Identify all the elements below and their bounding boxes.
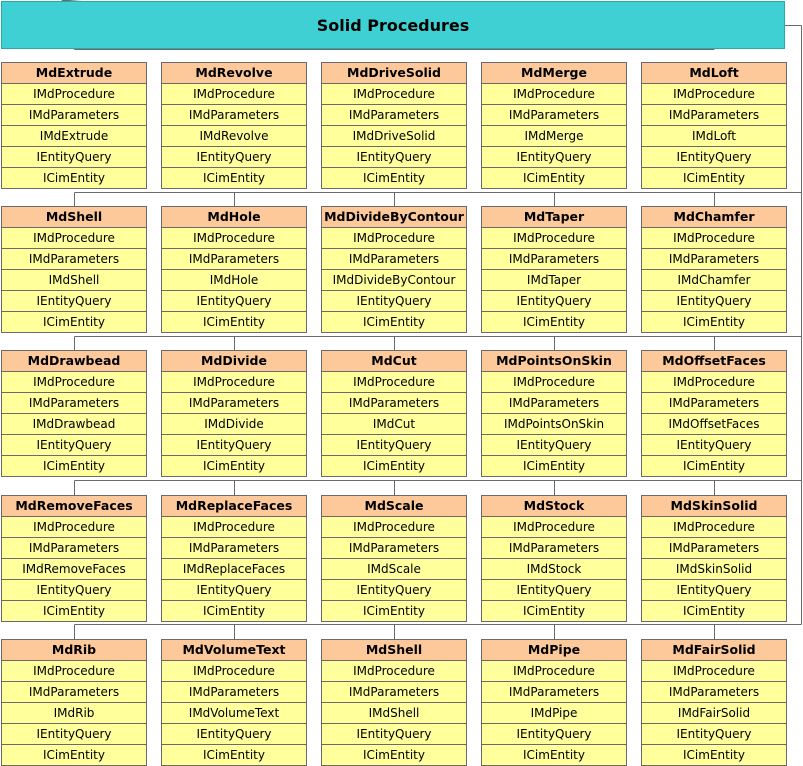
procedure-box xyxy=(481,495,627,622)
interface-row: IEntityQuery xyxy=(2,580,146,601)
procedure-box xyxy=(161,62,307,189)
interface-row: IMdParameters xyxy=(2,249,146,270)
interface-row: IMdProcedure xyxy=(162,84,306,105)
interface-row: ICimEntity xyxy=(43,748,105,762)
procedure-name: MdRib xyxy=(2,640,146,661)
procedure-name: MdExtrude xyxy=(2,63,146,84)
interface-row: ICimEntity xyxy=(43,604,105,618)
interface-row: IMdFairSolid xyxy=(642,703,786,724)
interface-row: IMdParameters xyxy=(322,249,466,270)
interface-row: IMdProcedure xyxy=(642,372,786,393)
interface-row: IMdProcedure xyxy=(482,372,626,393)
procedure-box xyxy=(321,206,467,333)
procedure-box xyxy=(1,62,147,189)
interface-row: ICimEntity xyxy=(683,748,745,762)
interface-row: IMdProcedure xyxy=(2,661,146,682)
procedure-name: MdReplaceFaces xyxy=(162,496,306,517)
procedure-name: MdShell xyxy=(2,207,146,228)
interface-row: IMdParameters xyxy=(482,682,626,703)
interface-row: ICimEntity xyxy=(363,748,425,762)
procedure-name: MdRevolve xyxy=(162,63,306,84)
procedure-box xyxy=(641,350,787,477)
procedure-name: MdDrawbead xyxy=(2,351,146,372)
interface-row: IMdMerge xyxy=(482,126,626,147)
interface-row: IMdParameters xyxy=(162,249,306,270)
procedure-box xyxy=(1,495,147,622)
procedure-name: MdChamfer xyxy=(642,207,786,228)
procedure-name: MdCut xyxy=(322,351,466,372)
interface-row: IMdProcedure xyxy=(2,84,146,105)
interface-row: ICimEntity xyxy=(683,604,745,618)
procedure-box xyxy=(1,350,147,477)
interface-row: IMdShell xyxy=(2,270,146,291)
procedure-name: MdSkinSolid xyxy=(642,496,786,517)
interface-row: ICimEntity xyxy=(523,459,585,473)
procedure-name: MdShell xyxy=(322,640,466,661)
procedure-name: MdDriveSolid xyxy=(322,63,466,84)
procedure-name: MdHole xyxy=(162,207,306,228)
interface-row: IMdRemoveFaces xyxy=(2,559,146,580)
interface-row: IMdParameters xyxy=(162,682,306,703)
interface-row: IMdVolumeText xyxy=(162,703,306,724)
interface-row: IMdProcedure xyxy=(322,517,466,538)
interface-row: IMdOffsetFaces xyxy=(642,414,786,435)
interface-row: IMdProcedure xyxy=(482,228,626,249)
interface-row: IMdDrawbead xyxy=(2,414,146,435)
interface-row: IMdProcedure xyxy=(482,661,626,682)
diagram-title: Solid Procedures xyxy=(1,1,785,49)
procedure-box xyxy=(321,639,467,766)
interface-row: IEntityQuery xyxy=(322,291,466,312)
interface-row: ICimEntity xyxy=(523,748,585,762)
interface-row: IMdProcedure xyxy=(162,372,306,393)
interface-row: IMdProcedure xyxy=(322,228,466,249)
interface-row: ICimEntity xyxy=(523,315,585,329)
interface-row: IMdExtrude xyxy=(2,126,146,147)
interface-row: ICimEntity xyxy=(203,748,265,762)
interface-row: ICimEntity xyxy=(43,171,105,185)
interface-row: IMdProcedure xyxy=(2,372,146,393)
procedure-box xyxy=(321,62,467,189)
interface-row: IEntityQuery xyxy=(482,724,626,745)
procedure-box xyxy=(1,639,147,766)
interface-row: IMdProcedure xyxy=(642,661,786,682)
procedure-box xyxy=(481,62,627,189)
interface-row: ICimEntity xyxy=(523,171,585,185)
interface-row: IMdParameters xyxy=(162,393,306,414)
interface-row: IMdScale xyxy=(322,559,466,580)
interface-row: IMdProcedure xyxy=(162,661,306,682)
interface-row: IMdTaper xyxy=(482,270,626,291)
interface-row: ICimEntity xyxy=(683,459,745,473)
interface-row: ICimEntity xyxy=(363,459,425,473)
interface-row: IMdParameters xyxy=(162,105,306,126)
interface-row: IMdCut xyxy=(322,414,466,435)
interface-row: ICimEntity xyxy=(363,171,425,185)
procedure-box xyxy=(161,350,307,477)
interface-row: IMdProcedure xyxy=(322,84,466,105)
interface-row: IMdParameters xyxy=(642,682,786,703)
interface-row: IMdParameters xyxy=(482,538,626,559)
interface-row: IMdDivideByContour xyxy=(322,270,466,291)
interface-row: IEntityQuery xyxy=(322,435,466,456)
interface-row: IMdParameters xyxy=(482,105,626,126)
interface-row: ICimEntity xyxy=(203,604,265,618)
interface-row: ICimEntity xyxy=(363,315,425,329)
interface-row: IMdParameters xyxy=(642,538,786,559)
procedure-box xyxy=(321,495,467,622)
interface-row: IMdParameters xyxy=(482,393,626,414)
interface-row: IMdProcedure xyxy=(642,228,786,249)
procedure-box xyxy=(1,206,147,333)
interface-row: IMdParameters xyxy=(2,538,146,559)
interface-row: IEntityQuery xyxy=(642,435,786,456)
procedure-name: MdScale xyxy=(322,496,466,517)
interface-row: ICimEntity xyxy=(683,171,745,185)
interface-row: IEntityQuery xyxy=(2,724,146,745)
interface-row: IEntityQuery xyxy=(642,291,786,312)
interface-row: ICimEntity xyxy=(363,604,425,618)
procedure-name: MdPointsOnSkin xyxy=(482,351,626,372)
interface-row: IEntityQuery xyxy=(642,580,786,601)
interface-row: IMdProcedure xyxy=(2,228,146,249)
procedure-box xyxy=(641,62,787,189)
interface-row: IMdParameters xyxy=(642,249,786,270)
interface-row: ICimEntity xyxy=(203,315,265,329)
procedure-box xyxy=(641,206,787,333)
procedure-name: MdVolumeText xyxy=(162,640,306,661)
procedure-name: MdFairSolid xyxy=(642,640,786,661)
interface-row: IEntityQuery xyxy=(322,724,466,745)
interface-row: IEntityQuery xyxy=(162,580,306,601)
interface-row: ICimEntity xyxy=(203,171,265,185)
interface-row: IMdProcedure xyxy=(482,84,626,105)
interface-row: IMdParameters xyxy=(322,682,466,703)
interface-row: IEntityQuery xyxy=(642,147,786,168)
interface-row: IEntityQuery xyxy=(482,291,626,312)
interface-row: IMdProcedure xyxy=(162,517,306,538)
interface-row: IEntityQuery xyxy=(162,147,306,168)
interface-row: IMdProcedure xyxy=(642,517,786,538)
interface-row: IMdPipe xyxy=(482,703,626,724)
procedure-name: MdLoft xyxy=(642,63,786,84)
interface-row: IEntityQuery xyxy=(2,291,146,312)
interface-row: ICimEntity xyxy=(43,315,105,329)
interface-row: IEntityQuery xyxy=(162,291,306,312)
procedure-box xyxy=(481,350,627,477)
interface-row: IMdStock xyxy=(482,559,626,580)
interface-row: IMdParameters xyxy=(322,538,466,559)
procedure-name: MdOffsetFaces xyxy=(642,351,786,372)
interface-row: ICimEntity xyxy=(523,604,585,618)
interface-row: IEntityQuery xyxy=(482,147,626,168)
interface-row: IMdSkinSolid xyxy=(642,559,786,580)
interface-row: IMdParameters xyxy=(2,682,146,703)
interface-row: IMdReplaceFaces xyxy=(162,559,306,580)
interface-row: IEntityQuery xyxy=(482,435,626,456)
interface-row: IEntityQuery xyxy=(2,435,146,456)
interface-row: IMdParameters xyxy=(162,538,306,559)
procedure-name: MdDivide xyxy=(162,351,306,372)
procedure-box xyxy=(641,495,787,622)
interface-row: IMdDivide xyxy=(162,414,306,435)
interface-row: ICimEntity xyxy=(683,315,745,329)
procedure-name: MdPipe xyxy=(482,640,626,661)
interface-row: ICimEntity xyxy=(43,459,105,473)
procedure-box xyxy=(161,639,307,766)
interface-row: IMdRib xyxy=(2,703,146,724)
interface-row: IEntityQuery xyxy=(322,580,466,601)
procedure-box xyxy=(481,639,627,766)
interface-row: IMdParameters xyxy=(2,393,146,414)
interface-row: IEntityQuery xyxy=(642,724,786,745)
procedure-name: MdDivideByContour xyxy=(322,207,466,228)
procedure-name: MdTaper xyxy=(482,207,626,228)
procedure-box xyxy=(481,206,627,333)
interface-row: IMdParameters xyxy=(322,105,466,126)
interface-row: IMdShell xyxy=(322,703,466,724)
interface-row: IMdProcedure xyxy=(322,661,466,682)
procedure-name: MdMerge xyxy=(482,63,626,84)
interface-row: IMdProcedure xyxy=(2,517,146,538)
interface-row: ICimEntity xyxy=(203,459,265,473)
interface-row: IEntityQuery xyxy=(162,435,306,456)
procedure-box xyxy=(161,495,307,622)
interface-row: IMdDriveSolid xyxy=(322,126,466,147)
procedure-box xyxy=(641,639,787,766)
interface-row: IEntityQuery xyxy=(162,724,306,745)
interface-row: IEntityQuery xyxy=(322,147,466,168)
interface-row: IMdRevolve xyxy=(162,126,306,147)
interface-row: IMdProcedure xyxy=(322,372,466,393)
procedure-box xyxy=(321,350,467,477)
interface-row: IMdParameters xyxy=(642,393,786,414)
procedure-name: MdStock xyxy=(482,496,626,517)
interface-row: IEntityQuery xyxy=(482,580,626,601)
interface-row: IEntityQuery xyxy=(2,147,146,168)
interface-row: IMdProcedure xyxy=(482,517,626,538)
interface-row: IMdPointsOnSkin xyxy=(482,414,626,435)
interface-row: IMdProcedure xyxy=(162,228,306,249)
interface-row: IMdHole xyxy=(162,270,306,291)
procedure-name: MdRemoveFaces xyxy=(2,496,146,517)
interface-row: IMdParameters xyxy=(482,249,626,270)
interface-row: IMdChamfer xyxy=(642,270,786,291)
interface-row: IMdParameters xyxy=(322,393,466,414)
interface-row: IMdParameters xyxy=(2,105,146,126)
interface-row: IMdProcedure xyxy=(642,84,786,105)
procedure-box xyxy=(161,206,307,333)
interface-row: IMdParameters xyxy=(642,105,786,126)
interface-row: IMdLoft xyxy=(642,126,786,147)
